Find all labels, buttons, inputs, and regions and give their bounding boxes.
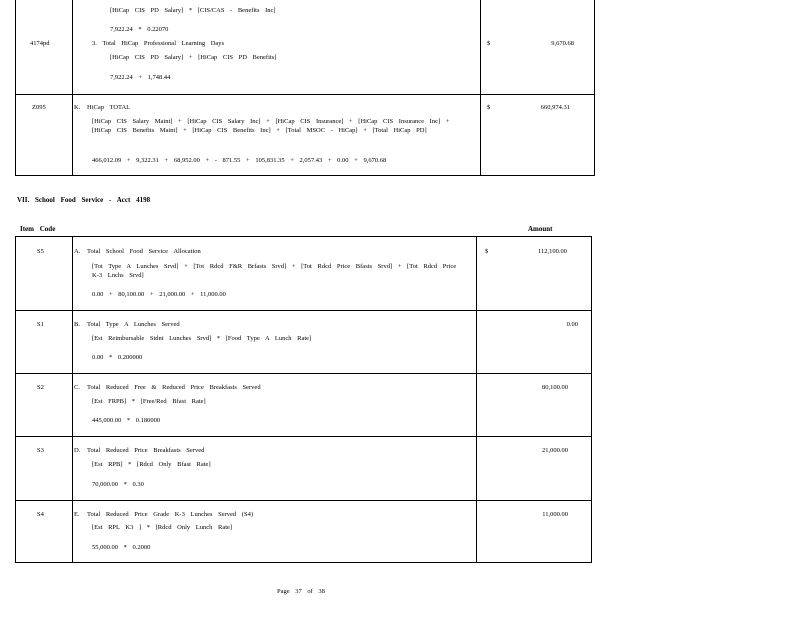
item-title: Total Reduced Free & Reduced Price Breakfasts Served [87, 384, 261, 391]
amount-value: 0.00 [566, 321, 578, 328]
formula-line: [Est FRPB] * [Free/Red Bfast Rate] [92, 398, 206, 405]
item-letter: A. [74, 248, 81, 255]
amount-value: 9,670.68 [551, 40, 574, 47]
item-title: HiCap TOTAL [87, 104, 131, 111]
top-table-amount-divider [480, 0, 481, 176]
formula-line: [HiCap CIS PD Salary] + [HiCap CIS PD Benefits] [110, 54, 277, 61]
item-code: 4174pd [30, 40, 50, 47]
top-table-right-border [594, 0, 595, 176]
item-letter: B. [74, 321, 80, 328]
item-code: S1 [37, 321, 44, 328]
item-title: Total School Food Service Allocation [87, 248, 201, 255]
item-code: S5 [37, 248, 44, 255]
values-line: 445,000.00 * 0.180000 [92, 417, 161, 424]
formula-line: [Est Reimbursable Stdnt Lunches Srvd] * [Food Type A Lunch Rate] [92, 335, 312, 342]
values-line: 0.00 + 80,100.00 + 21,000.00 + 11,000.00 [92, 291, 226, 298]
food-table-code-divider [72, 236, 73, 563]
amount-value: 660,974.31 [540, 104, 570, 111]
item-title: Total Type A Lunches Served [87, 321, 180, 328]
food-table-left-border [15, 236, 16, 563]
amount-value: 11,000.00 [542, 511, 568, 518]
item-title: Total Reduced Price Grade K-3 Lunches Served (S4) [87, 511, 253, 518]
formula-line: [HiCap CIS PD Salary] * [CIS/CAS - Benefits Inc] [110, 7, 276, 14]
values-line: 0.00 * 0.200000 [92, 354, 143, 361]
food-table-amount-divider [476, 236, 477, 563]
food-table-row-divider [15, 436, 592, 437]
formula-block: [Tot Type A Lunches Srvd] + [Tot Rdcd F&R Brfasts Srvd] + [Tot Rdcd Price Bfasts Srvd] + [Tot Rdcd Price K-3 Lnchs Srvd] [92, 263, 457, 279]
amount-value: 112,100.00 [537, 248, 567, 255]
values-line: 466,012.09 + 9,322.31 + 68,952.00 + - 871.55 + 105,831.35 + 2,057.43 + 0.00 + 9,670.68 [92, 157, 387, 164]
formula-block: [HiCap CIS Salary Maint] + [HiCap CIS Salary Inc] + [HiCap CIS Insurance] + [HiCap CIS Insurance Inc] + [HiCap CIS Benefits Maint] + [HiCap CIS Benefits Inc] + [Total MSOC - HiCap] + [Total HiCap PD] [92, 118, 450, 134]
food-table-top-border [15, 236, 592, 237]
dollar-sign: $ [487, 40, 491, 47]
top-table-code-divider [72, 0, 73, 176]
values-line: 7,922.24 + 1,748.44 [110, 74, 171, 81]
page-number: Page 37 of 38 [277, 588, 325, 595]
item-letter: D. [74, 447, 81, 454]
food-table-bottom-border [15, 562, 592, 563]
food-table-right-border [591, 236, 592, 563]
column-header-amount: Amount [528, 225, 553, 233]
item-title: Total Reduced Price Breakfasts Served [87, 447, 205, 454]
food-table-row-divider [15, 310, 592, 311]
food-table-row-divider [15, 373, 592, 374]
top-table-row-divider [15, 94, 595, 95]
item-code: S4 [37, 511, 44, 518]
item-code: S3 [37, 447, 44, 454]
top-table-bottom-border [15, 175, 595, 176]
dollar-sign: $ [487, 104, 491, 111]
item-letter: E. [74, 511, 80, 518]
amount-value: 21,000.00 [542, 447, 568, 454]
food-table-row-divider [15, 500, 592, 501]
item-code: Z095 [32, 104, 46, 111]
values-line: 70,000.00 * 0.30 [92, 481, 144, 488]
values-line: 7,922.24 * 0.22070 [110, 26, 169, 33]
column-header-item-code: Item Code [20, 225, 56, 233]
top-table-left-border [15, 0, 16, 176]
item-letter: K. [74, 104, 81, 111]
values-line: 55,000.00 * 0.2000 [92, 544, 151, 551]
section-title: VII. School Food Service - Acct 4198 [17, 196, 151, 204]
item-letter: C. [74, 384, 80, 391]
formula-line: [Est RPL K3 ] * [Rdcd Only Lunch Rate] [92, 524, 233, 531]
dollar-sign: $ [485, 248, 489, 255]
item-code: S2 [37, 384, 44, 391]
formula-line: [Est RPB] * [Rdcd Only Bfast Rate] [92, 461, 211, 468]
item-title: 3. Total HiCap Professional Learning Days [92, 40, 225, 47]
amount-value: 80,100.00 [542, 384, 568, 391]
